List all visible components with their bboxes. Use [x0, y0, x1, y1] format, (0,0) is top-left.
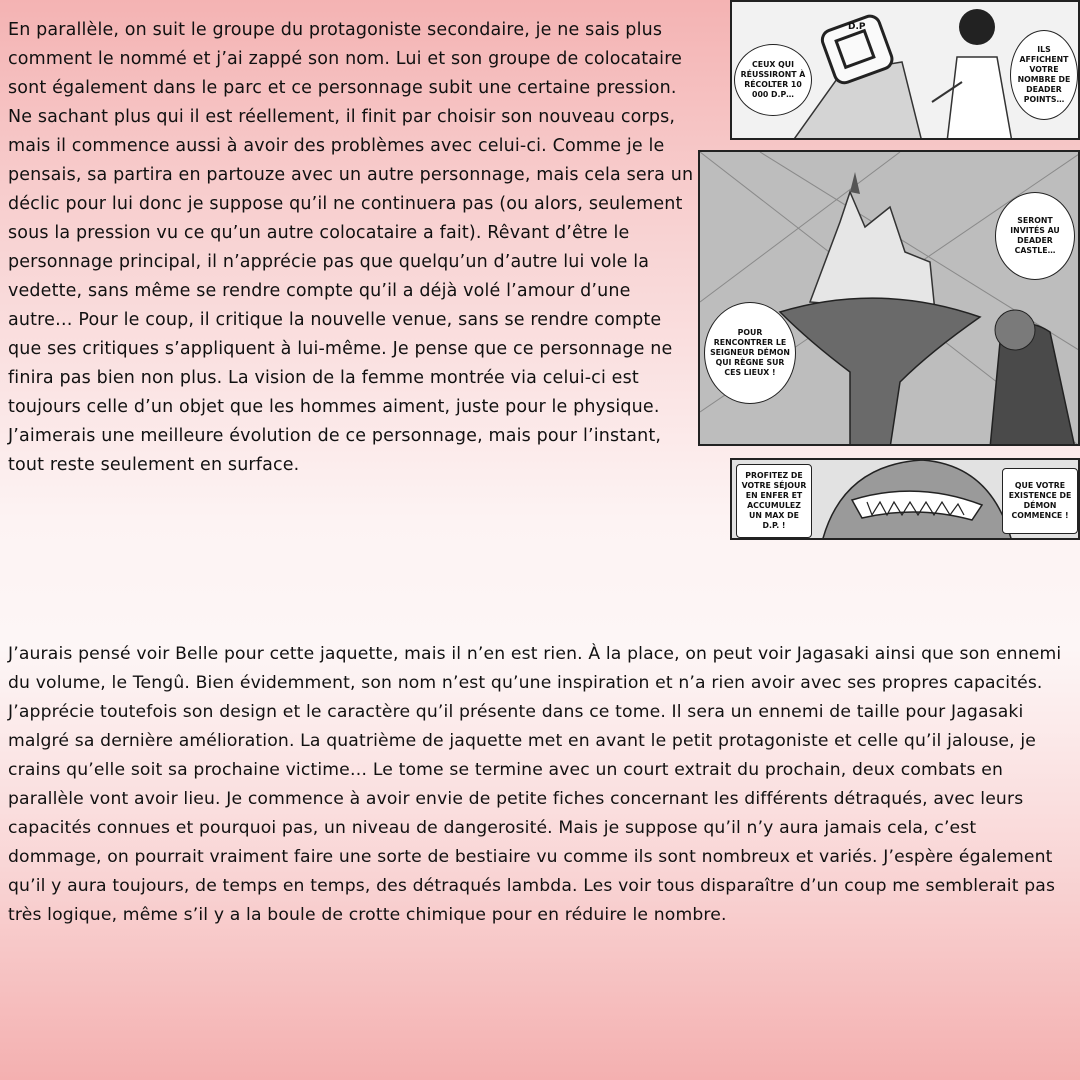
review-paragraph-1: En parallèle, on suit le groupe du protagoniste secondaire, je ne sais plus comment le nommé et j’ai zappé son nom. Lui et son groupe de colocataire sont également dans le parc et ce personnage subit une certaine pression. Ne sachant plus qui il est réellement, il finit par choisir son nouveau corps, mais il commence aussi à avoir des problèmes avec celui-ci. Comme je le pensais, sa partira en partouze avec un autre personnage, mais cela sera un déclic pour lui donc je suppose qu’il ne continuera pas (ou alors, seulement sous la pression vu ce qu’un autre colocataire a fait). Rêvant d’être le personnage principal, il n’apprécie pas que quelqu’un d’autre lui vole la vedette, sans même se rendre compte qu’il a déjà volé l’amour d’une autre… Pour le coup, il critique la nouvelle venue, sans se rendre compte que ses critiques s’appliquent à lui-même. Je pense que ce personnage ne finira pas bien non plus. La vision de la femme montrée via celui-ci est toujours celle d’un objet que les hommes aiment, juste pour le physique. J’aimerais une meilleure évolution de ce personnage, mais pour l’instant, tout reste seulement en surface. — [8, 20, 694, 475]
caption-box: PROFITEZ DE VOTRE SÉJOUR EN ENFER ET ACCUMULEZ UN MAX DE D.P. ! — [736, 464, 812, 538]
manga-panel-castle — [698, 150, 1080, 446]
speech-bubble: SERONT INVITÉS AU DEADER CASTLE… — [995, 192, 1075, 280]
manga-panel-demon — [730, 458, 1080, 540]
speech-bubble: ILS AFFICHENT VOTRE NOMBRE DE DEADER POINTS… — [1010, 30, 1078, 120]
review-paragraph-2: J’aurais pensé voir Belle pour cette jaquette, mais il n’en est rien. À la place, on peut voir Jagasaki ainsi que son ennemi du volume, le Tengû. Bien évidemment, son nom n’est qu’une inspiration et n’a rien avoir avec ses propres capacités. J’apprécie toutefois son design et le caractère qu’il présente dans ce tome. Il sera un ennemi de taille pour Jagasaki malgré sa dernière amélioration. La quatrième de jaquette met en avant le petit protagoniste et celle qu’il jalouse, je crains qu’elle soit sa prochaine victime… Le tome se termine avec un court extrait du prochain, deux combats en parallèle vont avoir lieu. Je commence à avoir envie de petite fiches concernant les différents détraqués, avec leurs capacités connues et pourquoi pas, un niveau de dangerosité. Mais je suppose qu’il n’y aura jamais cela, c’est dommage, on pourrait vraiment faire une sorte de bestiaire vu comme ils sont nombreux et variés. J’espère également qu’il y aura toujours, de temps en temps, des détraqués lambda. Les voir tous disparaître d’un coup me semblerait pas très logique, même s’il y a la boule de crotte chimique pour en réduire le nombre. — [8, 644, 1062, 925]
speech-bubble: CEUX QUI RÉUSSIRONT À RÉCOLTER 10 000 D.P… — [734, 44, 812, 116]
caption-box: QUE VOTRE EXISTENCE DE DÉMON COMMENCE ! — [1002, 468, 1078, 534]
speech-bubble: POUR RENCONTRER LE SEIGNEUR DÉMON QUI RÈGNE SUR CES LIEUX ! — [704, 302, 796, 404]
watch-label: D.P — [848, 22, 866, 32]
manga-panel-watch — [730, 0, 1080, 140]
